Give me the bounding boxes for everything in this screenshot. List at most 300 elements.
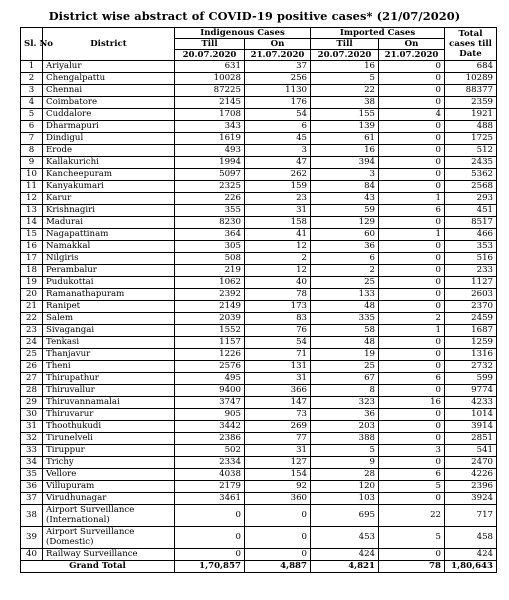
cell-imported-till: 38	[311, 97, 379, 109]
header-ind-till-date: 20.07.2020	[175, 50, 245, 61]
cell-indigenous-on: 31	[245, 373, 311, 385]
cell-district: Kancheepuram	[43, 169, 175, 181]
table-row	[21, 527, 497, 549]
cell-indigenous-till: 1157	[175, 337, 245, 349]
cell-district: Nilgiris	[43, 253, 175, 265]
cell-indigenous-till: 1226	[175, 349, 245, 361]
table-row	[21, 253, 497, 265]
cell-indigenous-on: 12	[245, 265, 311, 277]
cell-district: Dharmapuri	[43, 121, 175, 133]
cell-district: Theni	[43, 361, 175, 373]
cell-indigenous-on: 131	[245, 361, 311, 373]
cell-indigenous-till: 2386	[175, 433, 245, 445]
cell-indigenous-till: 631	[175, 61, 245, 73]
header-district: District	[43, 28, 175, 61]
cell-indigenous-till: 219	[175, 265, 245, 277]
cell-indigenous-till: 0	[175, 549, 245, 561]
cell-imported-till: 388	[311, 433, 379, 445]
table-row	[21, 361, 497, 373]
cell-total: 458	[445, 527, 497, 549]
cell-indigenous-till: 1619	[175, 133, 245, 145]
cell-district: Erode	[43, 145, 175, 157]
cell-indigenous-till: 4038	[175, 469, 245, 481]
cell-district: Thoothukudi	[43, 421, 175, 433]
cell-district: Trichy	[43, 457, 175, 469]
cell-imported-till: 5	[311, 445, 379, 457]
table-row	[21, 549, 497, 561]
cell-imported-till: 6	[311, 253, 379, 265]
cell-sl-no: 33	[21, 445, 43, 457]
cell-indigenous-on: 54	[245, 337, 311, 349]
table-row	[21, 397, 497, 409]
cell-indigenous-till: 3461	[175, 493, 245, 505]
cell-imported-on: 3	[379, 445, 445, 457]
header-indigenous-cases: Indigenous Cases	[175, 28, 311, 39]
cell-imported-till: 36	[311, 409, 379, 421]
cell-indigenous-on: 256	[245, 73, 311, 85]
cell-district: Thiruvannamalai	[43, 397, 175, 409]
cell-indigenous-on: 54	[245, 109, 311, 121]
cell-indigenous-till: 1552	[175, 325, 245, 337]
cell-indigenous-on: 176	[245, 97, 311, 109]
cell-imported-on: 0	[379, 421, 445, 433]
cell-indigenous-till: 3442	[175, 421, 245, 433]
cell-district: Namakkal	[43, 241, 175, 253]
cell-indigenous-on: 78	[245, 289, 311, 301]
table-row	[21, 265, 497, 277]
cell-indigenous-on: 173	[245, 301, 311, 313]
cell-sl-no: 13	[21, 205, 43, 217]
cell-indigenous-on: 3	[245, 145, 311, 157]
cell-district: Salem	[43, 313, 175, 325]
cell-indigenous-till: 2576	[175, 361, 245, 373]
cell-indigenous-on: 73	[245, 409, 311, 421]
cell-indigenous-on: 0	[245, 549, 311, 561]
cell-imported-on: 0	[379, 265, 445, 277]
cell-sl-no: 31	[21, 421, 43, 433]
cell-total: 2568	[445, 181, 497, 193]
cell-district: Nagapattinam	[43, 229, 175, 241]
table-row	[21, 205, 497, 217]
cell-total: 3914	[445, 421, 497, 433]
cell-indigenous-till: 2392	[175, 289, 245, 301]
cell-imported-on: 0	[379, 217, 445, 229]
cell-district: Karur	[43, 193, 175, 205]
cell-district: Kanyakumari	[43, 181, 175, 193]
cell-sl-no: 34	[21, 457, 43, 469]
cell-imported-till: 59	[311, 205, 379, 217]
cell-imported-till: 61	[311, 133, 379, 145]
cell-district: Krishnagiri	[43, 205, 175, 217]
cell-sl-no: 36	[21, 481, 43, 493]
table-row	[21, 73, 497, 85]
cell-total: 1725	[445, 133, 497, 145]
cell-imported-till: 139	[311, 121, 379, 133]
cell-imported-till: 453	[311, 527, 379, 549]
cell-imported-till: 25	[311, 277, 379, 289]
table-row	[21, 493, 497, 505]
cell-district: Madurai	[43, 217, 175, 229]
cell-sl-no: 11	[21, 181, 43, 193]
cell-indigenous-till: 493	[175, 145, 245, 157]
cell-indigenous-on: 31	[245, 445, 311, 457]
table-row	[21, 457, 497, 469]
table-row	[21, 241, 497, 253]
cell-sl-no: 40	[21, 549, 43, 561]
grand-total-imp-on: 78	[379, 561, 445, 573]
cell-imported-on: 0	[379, 73, 445, 85]
header-imp-till-date: 20.07.2020	[311, 50, 379, 61]
table-row	[21, 145, 497, 157]
cell-indigenous-on: 262	[245, 169, 311, 181]
cell-indigenous-on: 6	[245, 121, 311, 133]
cell-imported-till: 48	[311, 301, 379, 313]
cell-indigenous-on: 0	[245, 505, 311, 527]
cell-imported-on: 0	[379, 385, 445, 397]
cell-indigenous-on: 366	[245, 385, 311, 397]
cell-indigenous-on: 147	[245, 397, 311, 409]
table-row	[21, 169, 497, 181]
cell-imported-till: 16	[311, 145, 379, 157]
cell-district: Thirupathur	[43, 373, 175, 385]
cell-indigenous-till: 1708	[175, 109, 245, 121]
cell-imported-on: 22	[379, 505, 445, 527]
cell-total: 1259	[445, 337, 497, 349]
cell-indigenous-on: 45	[245, 133, 311, 145]
cell-imported-till: 36	[311, 241, 379, 253]
table-row	[21, 229, 497, 241]
cell-total: 541	[445, 445, 497, 457]
cell-total: 10289	[445, 73, 497, 85]
header-sl-no: Sl. No	[21, 28, 43, 61]
cell-imported-till: 155	[311, 109, 379, 121]
cell-total: 2396	[445, 481, 497, 493]
cell-total: 2470	[445, 457, 497, 469]
cell-sl-no: 9	[21, 157, 43, 169]
cell-imported-till: 43	[311, 193, 379, 205]
table-row	[21, 337, 497, 349]
cell-total: 717	[445, 505, 497, 527]
cell-district: Ariyalur	[43, 61, 175, 73]
cell-indigenous-till: 508	[175, 253, 245, 265]
cell-imported-till: 2	[311, 265, 379, 277]
cell-imported-on: 0	[379, 85, 445, 97]
cell-total: 8517	[445, 217, 497, 229]
cell-total: 2459	[445, 313, 497, 325]
cell-imported-on: 0	[379, 457, 445, 469]
cell-indigenous-till: 8230	[175, 217, 245, 229]
cell-indigenous-till: 2325	[175, 181, 245, 193]
cell-sl-no: 26	[21, 361, 43, 373]
cell-indigenous-till: 364	[175, 229, 245, 241]
table-row	[21, 109, 497, 121]
table-row	[21, 289, 497, 301]
cell-indigenous-on: 154	[245, 469, 311, 481]
cell-district: Railway Surveillance	[43, 549, 175, 561]
cell-district: Chennai	[43, 85, 175, 97]
cell-indigenous-till: 5097	[175, 169, 245, 181]
grand-total-total: 1,80,643	[445, 561, 497, 573]
cell-district: Cuddalore	[43, 109, 175, 121]
table-row	[21, 409, 497, 421]
cell-imported-till: 8	[311, 385, 379, 397]
cell-imported-till: 9	[311, 457, 379, 469]
cell-district: Tirunelveli	[43, 433, 175, 445]
cell-total: 516	[445, 253, 497, 265]
cell-imported-on: 0	[379, 169, 445, 181]
cell-sl-no: 27	[21, 373, 43, 385]
cell-total: 3924	[445, 493, 497, 505]
cell-district: Thiruvarur	[43, 409, 175, 421]
cell-imported-on: 0	[379, 253, 445, 265]
cell-imported-till: 335	[311, 313, 379, 325]
cell-imported-on: 0	[379, 409, 445, 421]
cell-imported-on: 5	[379, 481, 445, 493]
page-title: District wise abstract of COVID-19 positive cases* (21/07/2020)	[48, 9, 461, 23]
table-row	[21, 181, 497, 193]
cell-indigenous-till: 2149	[175, 301, 245, 313]
cell-sl-no: 10	[21, 169, 43, 181]
covid-district-table	[20, 27, 497, 573]
cell-imported-till: 28	[311, 469, 379, 481]
cell-indigenous-on: 1130	[245, 85, 311, 97]
cell-indigenous-till: 495	[175, 373, 245, 385]
table-row	[21, 433, 497, 445]
cell-sl-no: 14	[21, 217, 43, 229]
cell-district: Perambalur	[43, 265, 175, 277]
cell-indigenous-till: 502	[175, 445, 245, 457]
grand-total-row	[21, 561, 497, 573]
cell-indigenous-till: 305	[175, 241, 245, 253]
cell-sl-no: 6	[21, 121, 43, 133]
cell-total: 9774	[445, 385, 497, 397]
cell-indigenous-till: 10028	[175, 73, 245, 85]
cell-imported-till: 424	[311, 549, 379, 561]
cell-indigenous-till: 9400	[175, 385, 245, 397]
cell-sl-no: 22	[21, 313, 43, 325]
cell-imported-on: 0	[379, 97, 445, 109]
table-row	[21, 445, 497, 457]
cell-imported-till: 16	[311, 61, 379, 73]
cell-sl-no: 16	[21, 241, 43, 253]
cell-total: 1014	[445, 409, 497, 421]
cell-imported-till: 129	[311, 217, 379, 229]
cell-indigenous-on: 269	[245, 421, 311, 433]
cell-total: 488	[445, 121, 497, 133]
cell-imported-till: 67	[311, 373, 379, 385]
table-row	[21, 97, 497, 109]
cell-indigenous-on: 71	[245, 349, 311, 361]
cell-imported-on: 4	[379, 109, 445, 121]
cell-imported-on: 0	[379, 301, 445, 313]
grand-total-ind-on: 4,887	[245, 561, 311, 573]
cell-sl-no: 2	[21, 73, 43, 85]
cell-imported-till: 394	[311, 157, 379, 169]
cell-imported-on: 0	[379, 549, 445, 561]
cell-indigenous-on: 158	[245, 217, 311, 229]
cell-total: 1316	[445, 349, 497, 361]
cell-district: Sivagangai	[43, 325, 175, 337]
table-row	[21, 217, 497, 229]
cell-imported-on: 0	[379, 289, 445, 301]
cell-district: Ranipet	[43, 301, 175, 313]
cell-sl-no: 20	[21, 289, 43, 301]
cell-total: 424	[445, 549, 497, 561]
cell-total: 2732	[445, 361, 497, 373]
cell-indigenous-till: 343	[175, 121, 245, 133]
cell-total: 233	[445, 265, 497, 277]
cell-sl-no: 19	[21, 277, 43, 289]
cell-total: 2851	[445, 433, 497, 445]
cell-imported-till: 120	[311, 481, 379, 493]
cell-indigenous-on: 40	[245, 277, 311, 289]
cell-district: Thanjavur	[43, 349, 175, 361]
cell-imported-on: 0	[379, 349, 445, 361]
cell-district: Chengalpattu	[43, 73, 175, 85]
header-imp-on-date: 21.07.2020	[379, 50, 445, 61]
cell-sl-no: 23	[21, 325, 43, 337]
table-body	[21, 61, 497, 561]
cell-imported-on: 2	[379, 313, 445, 325]
cell-district: Coimbatore	[43, 97, 175, 109]
cell-total: 451	[445, 205, 497, 217]
cell-total: 2603	[445, 289, 497, 301]
cell-total: 5362	[445, 169, 497, 181]
cell-indigenous-on: 12	[245, 241, 311, 253]
table-row	[21, 421, 497, 433]
table-row	[21, 133, 497, 145]
cell-imported-till: 103	[311, 493, 379, 505]
cell-indigenous-on: 23	[245, 193, 311, 205]
cell-imported-on: 0	[379, 337, 445, 349]
cell-sl-no: 29	[21, 397, 43, 409]
table-row	[21, 157, 497, 169]
header-ind-on-date: 21.07.2020	[245, 50, 311, 61]
cell-indigenous-on: 31	[245, 205, 311, 217]
cell-total: 4233	[445, 397, 497, 409]
cell-district: Tiruppur	[43, 445, 175, 457]
cell-indigenous-on: 37	[245, 61, 311, 73]
cell-imported-till: 84	[311, 181, 379, 193]
cell-indigenous-on: 159	[245, 181, 311, 193]
cell-district: Tenkasi	[43, 337, 175, 349]
cell-imported-till: 133	[311, 289, 379, 301]
cell-imported-till: 25	[311, 361, 379, 373]
cell-district: Dindigul	[43, 133, 175, 145]
table-row	[21, 349, 497, 361]
cell-imported-till: 22	[311, 85, 379, 97]
cell-total: 1921	[445, 109, 497, 121]
cell-total: 2359	[445, 97, 497, 109]
grand-total-imp-till: 4,821	[311, 561, 379, 573]
cell-sl-no: 21	[21, 301, 43, 313]
cell-imported-on: 0	[379, 433, 445, 445]
cell-district: Vellore	[43, 469, 175, 481]
cell-indigenous-till: 2334	[175, 457, 245, 469]
cell-imported-on: 16	[379, 397, 445, 409]
cell-indigenous-on: 360	[245, 493, 311, 505]
table-row	[21, 277, 497, 289]
cell-imported-on: 0	[379, 61, 445, 73]
cell-imported-till: 5	[311, 73, 379, 85]
cell-sl-no: 32	[21, 433, 43, 445]
cell-indigenous-till: 1994	[175, 157, 245, 169]
cell-total: 2435	[445, 157, 497, 169]
cell-total: 1127	[445, 277, 497, 289]
cell-indigenous-till: 355	[175, 205, 245, 217]
cell-imported-on: 0	[379, 241, 445, 253]
cell-sl-no: 25	[21, 349, 43, 361]
cell-indigenous-till: 2145	[175, 97, 245, 109]
cell-total: 684	[445, 61, 497, 73]
header-ind-till: Till	[175, 39, 245, 50]
cell-total: 353	[445, 241, 497, 253]
table-row	[21, 301, 497, 313]
cell-sl-no: 3	[21, 85, 43, 97]
table-row	[21, 325, 497, 337]
table-row	[21, 61, 497, 73]
cell-sl-no: 5	[21, 109, 43, 121]
cell-district: Ramanathapuram	[43, 289, 175, 301]
cell-sl-no: 8	[21, 145, 43, 157]
table-row	[21, 481, 497, 493]
cell-district: Virudhunagar	[43, 493, 175, 505]
cell-imported-on: 0	[379, 133, 445, 145]
header-ind-on: On	[245, 39, 311, 50]
cell-imported-on: 0	[379, 493, 445, 505]
cell-imported-on: 0	[379, 121, 445, 133]
cell-indigenous-till: 87225	[175, 85, 245, 97]
cell-imported-on: 0	[379, 145, 445, 157]
cell-total: 88377	[445, 85, 497, 97]
cell-imported-on: 0	[379, 157, 445, 169]
grand-total-ind-till: 1,70,857	[175, 561, 245, 573]
table-row	[21, 469, 497, 481]
cell-imported-till: 58	[311, 325, 379, 337]
table-row	[21, 385, 497, 397]
cell-imported-on: 0	[379, 277, 445, 289]
cell-sl-no: 24	[21, 337, 43, 349]
cell-sl-no: 17	[21, 253, 43, 265]
cell-sl-no: 28	[21, 385, 43, 397]
cell-indigenous-on: 41	[245, 229, 311, 241]
cell-imported-on: 6	[379, 205, 445, 217]
cell-imported-on: 1	[379, 325, 445, 337]
cell-indigenous-on: 127	[245, 457, 311, 469]
table-row	[21, 85, 497, 97]
cell-imported-on: 6	[379, 469, 445, 481]
cell-indigenous-on: 47	[245, 157, 311, 169]
cell-indigenous-till: 226	[175, 193, 245, 205]
header-imported-cases: Imported Cases	[311, 28, 445, 39]
cell-imported-till: 203	[311, 421, 379, 433]
cell-total: 1687	[445, 325, 497, 337]
cell-sl-no: 4	[21, 97, 43, 109]
cell-sl-no: 12	[21, 193, 43, 205]
table-row	[21, 193, 497, 205]
cell-sl-no: 18	[21, 265, 43, 277]
cell-total: 4226	[445, 469, 497, 481]
cell-total: 2370	[445, 301, 497, 313]
grand-total-label: Grand Total	[21, 561, 175, 573]
cell-sl-no: 30	[21, 409, 43, 421]
cell-sl-no: 1	[21, 61, 43, 73]
cell-imported-on: 1	[379, 193, 445, 205]
cell-sl-no: 35	[21, 469, 43, 481]
cell-indigenous-till: 0	[175, 505, 245, 527]
header-total-cases: Total cases till Date	[445, 28, 497, 61]
cell-imported-on: 5	[379, 527, 445, 549]
